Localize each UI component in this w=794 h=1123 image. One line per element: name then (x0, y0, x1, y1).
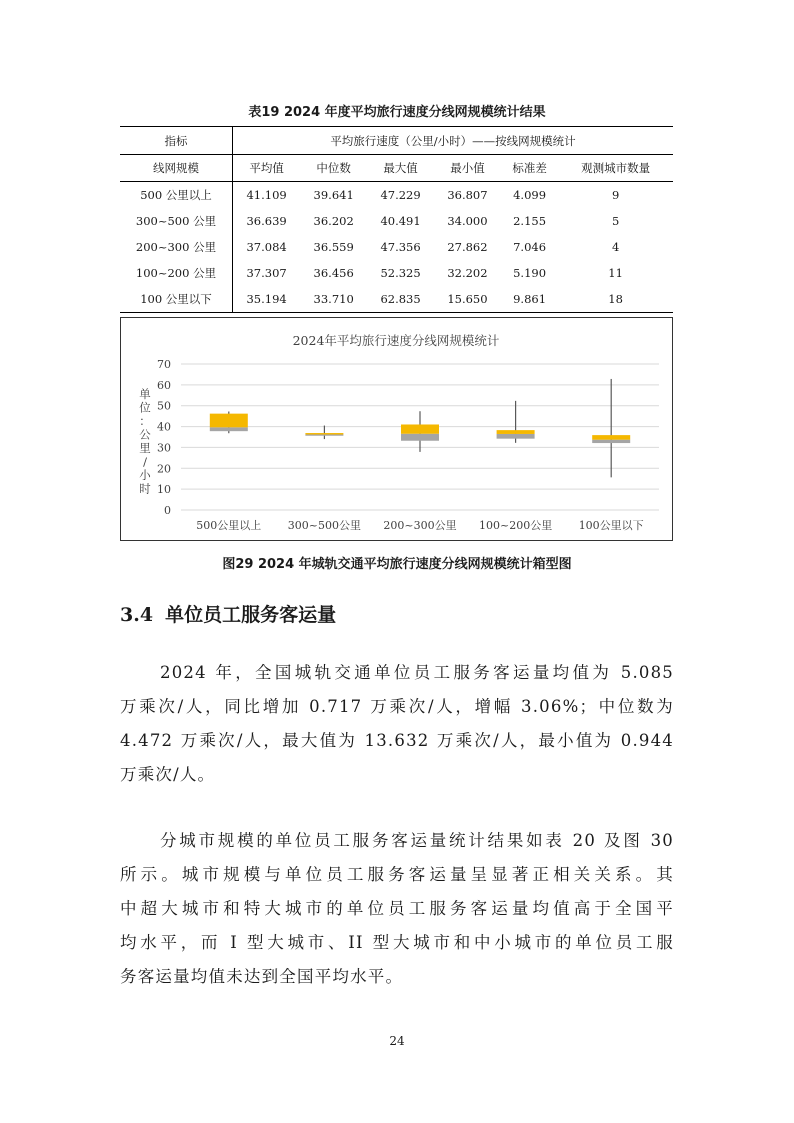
cell-median: 36.202 (313, 214, 354, 228)
x-tick-label: 300~500公里 (287, 519, 362, 532)
chart-title: 2024年平均旅行速度分线网规模统计 (292, 333, 500, 348)
x-axis-labels (196, 518, 643, 532)
paragraph-line: 均水平，而 I 型大城市、II 型大城市和中小城市的单位员工服 (120, 933, 674, 952)
cell-max: 62.835 (367, 286, 434, 313)
lower-box (401, 434, 439, 441)
header-mean: 平均值 (233, 155, 301, 182)
paragraph (120, 824, 674, 994)
table-row (120, 286, 673, 313)
table-row (120, 234, 673, 260)
lower-box (497, 434, 535, 439)
cell-mean: 41.109 (246, 188, 287, 202)
y-tick-label: 20 (157, 462, 171, 476)
paragraph-line: 分城市规模的单位员工服务客运量统计结果如表 20 及图 30 (160, 831, 674, 850)
y-axis-ticks (157, 358, 171, 517)
speed-stats-table (120, 126, 673, 313)
table-header-row-1 (120, 127, 673, 155)
row-label: 100 公里以下 (120, 286, 233, 313)
cell-mean: 36.639 (246, 214, 287, 228)
paragraph-line: 中超大城市和特大城市的单位员工服务客运量均值高于全国平 (120, 899, 674, 918)
upper-box (210, 414, 248, 428)
header-city-count: 观测城市数量 (558, 155, 673, 182)
table-row (120, 260, 673, 286)
header-max: 最大值 (367, 155, 434, 182)
cell-mean: 37.084 (246, 240, 287, 254)
table-caption: 表19 2024 年度平均旅行速度分线网规模统计结果 (248, 105, 546, 120)
paragraph-line: 2024 年，全国城轨交通单位员工服务客运量均值为 5.085 (160, 663, 674, 682)
cell-count: 9 (611, 188, 620, 202)
section-heading (120, 600, 336, 627)
upper-box (305, 433, 343, 434)
cell-std: 5.190 (513, 266, 547, 280)
paragraph-line: 4.472 万乘次/人，最大值为 13.632 万乘次/人，最小值为 0.944 (120, 731, 674, 750)
cell-mean: 37.307 (246, 266, 287, 280)
cell-count: 11 (608, 266, 623, 280)
header-min: 最小值 (434, 155, 501, 182)
x-tick-label: 100~200公里 (478, 519, 553, 532)
cell-median: 39.641 (313, 188, 354, 202)
x-tick-label: 500公里以上 (196, 519, 262, 532)
cell-max: 47.356 (380, 240, 421, 254)
row-label: 500 公里以上 (120, 182, 233, 209)
y-tick-label: 10 (157, 483, 171, 497)
cell-mean: 35.194 (233, 286, 301, 313)
row-label: 100~200 公里 (120, 260, 233, 286)
section-title: 单位员工服务客运量 (165, 604, 337, 626)
cell-max: 40.491 (380, 214, 421, 228)
paragraph-line: 务客运量均值未达到全国平均水平。 (120, 967, 404, 986)
y-tick-label: 30 (157, 441, 171, 455)
y-axis-label-text: 单位：公里/小时 (139, 387, 151, 496)
y-tick-label: 60 (157, 378, 171, 392)
row-label: 200~300 公里 (120, 234, 233, 260)
table-header-row-2 (120, 155, 673, 182)
box-plot-chart (120, 317, 673, 541)
x-tick-label: 100公里以下 (578, 519, 644, 532)
y-tick-label: 0 (164, 504, 171, 517)
y-tick-label: 70 (157, 358, 171, 371)
section-number: 3.4 (120, 604, 154, 626)
cell-min: 15.650 (434, 286, 501, 313)
lower-box (210, 427, 248, 431)
header-median: 中位数 (300, 155, 367, 182)
header-span-title: 平均旅行速度（公里/小时）——按线网规模统计 (233, 127, 674, 155)
cell-min: 32.202 (447, 266, 488, 280)
box-1 (210, 411, 248, 433)
cell-max: 47.229 (380, 188, 421, 202)
cell-count: 18 (558, 286, 673, 313)
box-2 (305, 426, 343, 440)
cell-std: 4.099 (513, 188, 547, 202)
table-row (120, 182, 673, 209)
header-std: 标准差 (501, 155, 558, 182)
y-axis-label (139, 387, 151, 496)
page-number: 24 (389, 1034, 405, 1048)
box-plot-svg (121, 318, 672, 540)
header-network-scale: 线网规模 (120, 155, 233, 182)
cell-min: 34.000 (447, 214, 488, 228)
cell-median: 36.559 (313, 240, 354, 254)
paragraph-line: 万乘次/人。 (120, 765, 216, 784)
box-3 (401, 411, 439, 452)
cell-median: 36.456 (313, 266, 354, 280)
upper-box (497, 430, 535, 434)
upper-box (401, 424, 439, 433)
cell-count: 4 (611, 240, 620, 254)
upper-box (592, 435, 630, 440)
cell-min: 36.807 (447, 188, 488, 202)
paragraph-line: 所示。城市规模与单位员工服务客运量呈显著正相关关系。其 (120, 865, 674, 884)
x-tick-label: 200~300公里 (383, 519, 457, 532)
header-indicator: 指标 (120, 127, 233, 155)
paragraph-line: 万乘次/人，同比增加 0.717 万乘次/人，增幅 3.06%；中位数为 (120, 697, 674, 716)
lower-box (305, 434, 343, 435)
cell-std: 7.046 (513, 240, 547, 254)
boxes (210, 379, 630, 477)
cell-median: 33.710 (300, 286, 367, 313)
y-tick-label: 40 (157, 420, 171, 434)
cell-std: 2.155 (513, 214, 547, 228)
cell-count: 5 (611, 214, 620, 228)
lower-box (592, 440, 630, 443)
box-5 (592, 379, 630, 477)
y-tick-label: 50 (157, 399, 171, 413)
table-row (120, 208, 673, 234)
cell-max: 52.325 (380, 266, 421, 280)
cell-min: 27.862 (447, 240, 488, 254)
paragraph (120, 656, 674, 792)
cell-std: 9.861 (501, 286, 558, 313)
figure-caption: 图29 2024 年城轨交通平均旅行速度分线网规模统计箱型图 (222, 557, 572, 572)
box-4 (497, 401, 535, 443)
row-label: 300~500 公里 (120, 208, 233, 234)
